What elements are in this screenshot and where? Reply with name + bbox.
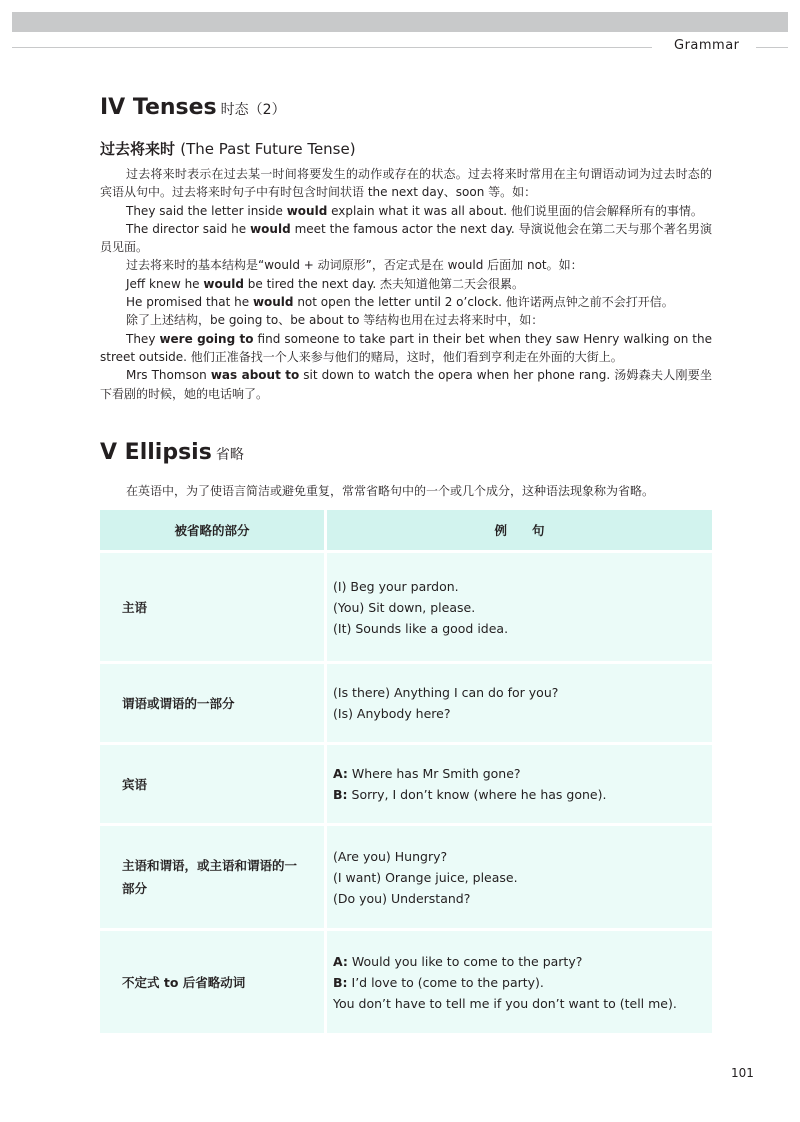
bold-keyword: would [252,295,294,310]
table-row [100,825,712,930]
paragraph [100,202,712,220]
sentence-text: (It) Sounds like a good idea. [333,620,509,636]
tenses-heading-cn: 时态（2） [220,102,286,118]
example-cell [326,930,713,1035]
table-row [100,744,712,825]
example-sentence [333,682,711,703]
omitted-part-cell: 不定式 to 后省略动词 [100,930,326,1035]
column-header-example: 例 句 [326,510,713,552]
text-run: 过去将来时表示在过去某一时间将要发生的动作或存在的状态。过去将来时常用在主句谓语动词为过去时态的宾语从句中。过去将来时句子中有时包含时间状语 the next day、soon 等。如： [100,167,712,200]
example-sentence [333,618,711,639]
speaker-label: A: [333,953,348,969]
sentence-text: (Are you) Hungry? [333,848,448,864]
paragraph [100,256,712,274]
ellipsis-heading [100,440,244,465]
sentence-text: (Is there) Anything I can do for you? [333,685,559,700]
example-sentence [333,867,711,888]
paragraph [100,165,712,202]
example-sentence [333,576,711,597]
text-run: They [126,331,160,346]
header-rule-left [12,47,652,48]
text-run: 除了上述结构，be going to、be about to 等结构也用在过去将来时中，如： [126,313,544,328]
top-gray-band [12,12,788,32]
ellipsis-heading-cn: 省略 [215,447,244,463]
page-number: 101 [731,1066,754,1080]
text-run: Jeff knew he [126,276,204,291]
example-cell [326,825,713,930]
paragraph [100,293,712,311]
ellipsis-table [100,510,712,1036]
table-row [100,663,712,744]
subheading-cn: 过去将来时 [100,140,176,158]
sentence-text: (Do you) Understand? [333,890,471,906]
tenses-heading-en: IV Tenses [100,95,217,120]
text-run: not open the letter until 2 o’clock. 他许诺两点钟之前不会打开信。 [293,295,674,310]
example-cell [326,744,713,825]
text-run: sit down to watch the opera when her phone rang. 汤姆森夫人刚要坐下看剧的时候，她的电话响了。 [100,368,712,401]
example-cell [326,663,713,744]
past-future-subheading [100,138,356,159]
sentence-text: You don’t have to tell me if you don’t want to (tell me). [333,995,677,1011]
example-sentence [333,763,711,784]
sentence-text: Would you like to come to the party? [347,953,583,969]
tenses-body [100,165,712,403]
bold-keyword: would [250,221,291,236]
sentence-text: Where has Mr Smith gone? [347,766,521,781]
text-run: find someone to take part in their bet when they saw Henry walking on the street outside. 他们正准备找一个人来参与他们的赌局，这时，他们看到亨利走在外面的大街上。 [100,331,712,364]
example-cell [326,552,713,663]
text-run: Mrs Thomson [126,368,211,383]
bold-keyword: were going to [159,331,254,346]
omitted-part-cell: 主语 [100,552,326,663]
omitted-part-cell: 谓语或谓语的一部分 [100,663,326,744]
tenses-heading [100,95,286,120]
text-run: explain what it was all about. 他们说里面的信会解释所有的事情。 [327,203,703,218]
sentence-text: (You) Sit down, please. [333,599,476,615]
table-header-row [100,510,712,552]
omitted-part-cell: 主语和谓语，或主语和谓语的一部分 [100,825,326,930]
paragraph [100,311,712,329]
sentence-text: (I want) Orange juice, please. [333,869,518,885]
example-sentence [333,784,711,805]
example-sentence [333,846,711,867]
ellipsis-intro: 在英语中，为了使语言简洁或避免重复，常常省略句中的一个或几个成分，这种语法现象称为省略。 [126,484,655,498]
paragraph [100,220,712,257]
example-sentence [333,597,711,618]
sentence-text: I’d love to (come to the party). [347,974,544,990]
text-run: He promised that he [126,295,253,310]
bold-keyword: would [286,203,328,218]
example-sentence [333,972,711,993]
table-row [100,552,712,663]
table-row [100,930,712,1035]
example-sentence [333,993,711,1014]
text-run: 过去将来时的基本结构是“would + 动词原形”，否定式是在 would 后面加 not。如： [126,258,583,273]
header-rule-right [756,47,788,48]
sentence-text: (I) Beg your pardon. [333,578,459,594]
bold-keyword: was about to [210,368,300,383]
example-sentence [333,951,711,972]
speaker-label: A: [333,766,348,781]
column-header-part: 被省略的部分 [100,510,326,552]
speaker-label: B: [333,787,348,802]
text-run: be tired the next day. 杰夫知道他第二天会很累。 [243,276,525,291]
sentence-text: Sorry, I don’t know (where he has gone). [347,787,607,802]
ellipsis-heading-en: V Ellipsis [100,440,212,465]
running-head: Grammar [674,38,740,53]
example-sentence [333,703,711,724]
bold-keyword: would [203,276,244,291]
subheading-en: (The Past Future Tense) [180,140,356,158]
omitted-part-cell: 宾语 [100,744,326,825]
paragraph [100,275,712,293]
text-run: The director said he [126,221,251,236]
sentence-text: (Is) Anybody here? [333,706,451,721]
text-run: meet the famous actor the next day. 导演说他会在第二天与那个著名男演员见面。 [100,221,712,255]
paragraph [100,330,712,367]
speaker-label: B: [333,974,348,990]
example-sentence [333,888,711,909]
text-run: They said the letter inside [126,203,287,218]
paragraph [100,366,712,403]
